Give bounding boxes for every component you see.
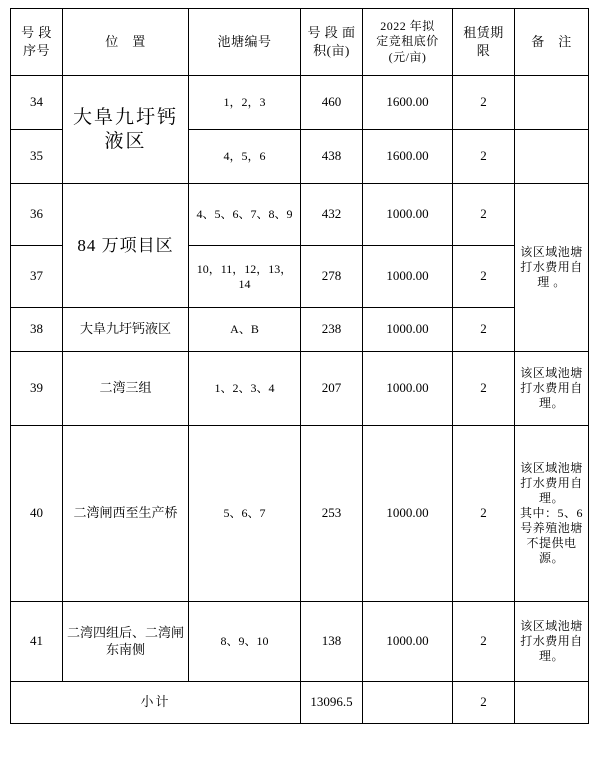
cell-note	[515, 130, 589, 184]
cell-area: 278	[301, 246, 363, 308]
cell-pond-number: A、B	[189, 308, 301, 352]
cell-term: 2	[453, 426, 515, 602]
lease-price-table	[10, 8, 589, 724]
cell-price: 1000.00	[363, 246, 453, 308]
cell-note-line1: 该区域池塘打水费用自理。	[520, 461, 583, 505]
subtotal-term: 2	[453, 682, 515, 724]
cell-price: 1000.00	[363, 352, 453, 426]
cell-term: 2	[453, 308, 515, 352]
table-row	[11, 308, 589, 352]
cell-pond-number: 5、6、7	[189, 426, 301, 602]
cell-sequence: 41	[11, 602, 63, 682]
cell-location: 二湾三组	[63, 352, 189, 426]
cell-area: 207	[301, 352, 363, 426]
cell-price: 1000.00	[363, 426, 453, 602]
column-header-note	[515, 9, 589, 76]
subtotal-area: 13096.5	[301, 682, 363, 724]
cell-note: 该区域池塘打水费用自理 。	[515, 184, 589, 352]
table-header-row	[11, 9, 589, 76]
column-header-term	[453, 9, 515, 76]
cell-note-line2: 其中：5、6号养殖池塘不提供电源。	[519, 506, 583, 565]
column-header-price-line3: (元/亩)	[388, 49, 427, 64]
cell-pond-number: 8、9、10	[189, 602, 301, 682]
cell-location: 84 万项目区	[63, 184, 189, 308]
table-row	[11, 602, 589, 682]
column-header-sequence-line2: 序号	[22, 43, 50, 58]
cell-price: 1600.00	[363, 130, 453, 184]
column-header-location	[63, 9, 189, 76]
cell-note: 该区域池塘打水费用自理。	[515, 352, 589, 426]
cell-pond-number: 10，11，12，13，14	[189, 246, 301, 308]
column-header-sequence-line1: 号 段	[21, 25, 52, 41]
column-header-pond-number	[189, 9, 301, 76]
cell-sequence: 34	[11, 76, 63, 130]
cell-sequence: 37	[11, 246, 63, 308]
cell-term: 2	[453, 602, 515, 682]
cell-sequence: 39	[11, 352, 63, 426]
cell-area: 238	[301, 308, 363, 352]
cell-location: 二湾闸西至生产桥	[63, 426, 189, 602]
cell-term: 2	[453, 76, 515, 130]
cell-sequence: 38	[11, 308, 63, 352]
cell-pond-number: 4、5、6、7、8、9	[189, 184, 301, 246]
cell-sequence: 40	[11, 426, 63, 602]
cell-price: 1000.00	[363, 308, 453, 352]
cell-location: 大阜九圩钙液区	[63, 308, 189, 352]
table-row	[11, 76, 589, 130]
cell-pond-number: 4，5，6	[189, 130, 301, 184]
column-header-term-line2: 限	[476, 43, 491, 58]
column-header-price-line1: 2022 年拟	[380, 18, 435, 33]
table-subtotal-row	[11, 682, 589, 724]
cell-price: 1000.00	[363, 184, 453, 246]
subtotal-note	[515, 682, 589, 724]
cell-price: 1000.00	[363, 602, 453, 682]
column-header-location-text: 位 置	[105, 33, 146, 49]
table-header	[11, 9, 589, 76]
cell-area: 138	[301, 602, 363, 682]
column-header-area	[301, 9, 363, 76]
cell-term: 2	[453, 352, 515, 426]
subtotal-price	[363, 682, 453, 724]
column-header-note-text: 备 注	[531, 33, 572, 49]
cell-area: 460	[301, 76, 363, 130]
table-row	[11, 184, 589, 246]
column-header-pond-number-text: 池塘编号	[217, 33, 272, 49]
subtotal-label: 小计	[11, 682, 301, 724]
cell-pond-number: 1，2，3	[189, 76, 301, 130]
cell-area: 438	[301, 130, 363, 184]
cell-sequence: 35	[11, 130, 63, 184]
cell-note	[515, 76, 589, 130]
cell-pond-number: 1、2、3、4	[189, 352, 301, 426]
column-header-term-line1: 租赁期	[463, 25, 504, 41]
cell-price: 1600.00	[363, 76, 453, 130]
cell-note-compound	[515, 426, 589, 602]
cell-note: 该区域池塘打水费用自理。	[515, 602, 589, 682]
column-header-area-line2: 积(亩)	[313, 43, 350, 58]
cell-term: 2	[453, 184, 515, 246]
column-header-area-line1: 号 段 面	[307, 25, 356, 41]
cell-area: 432	[301, 184, 363, 246]
table-row	[11, 426, 589, 602]
table-body	[11, 76, 589, 724]
column-header-price	[363, 9, 453, 76]
cell-sequence: 36	[11, 184, 63, 246]
table-row	[11, 352, 589, 426]
cell-term: 2	[453, 130, 515, 184]
cell-location: 二湾四组后、二湾闸东南侧	[63, 602, 189, 682]
cell-location: 大阜九圩钙液区	[63, 76, 189, 184]
cell-term: 2	[453, 246, 515, 308]
column-header-price-line2: 定竞租底价	[376, 34, 439, 49]
cell-area: 253	[301, 426, 363, 602]
column-header-sequence	[11, 9, 63, 76]
